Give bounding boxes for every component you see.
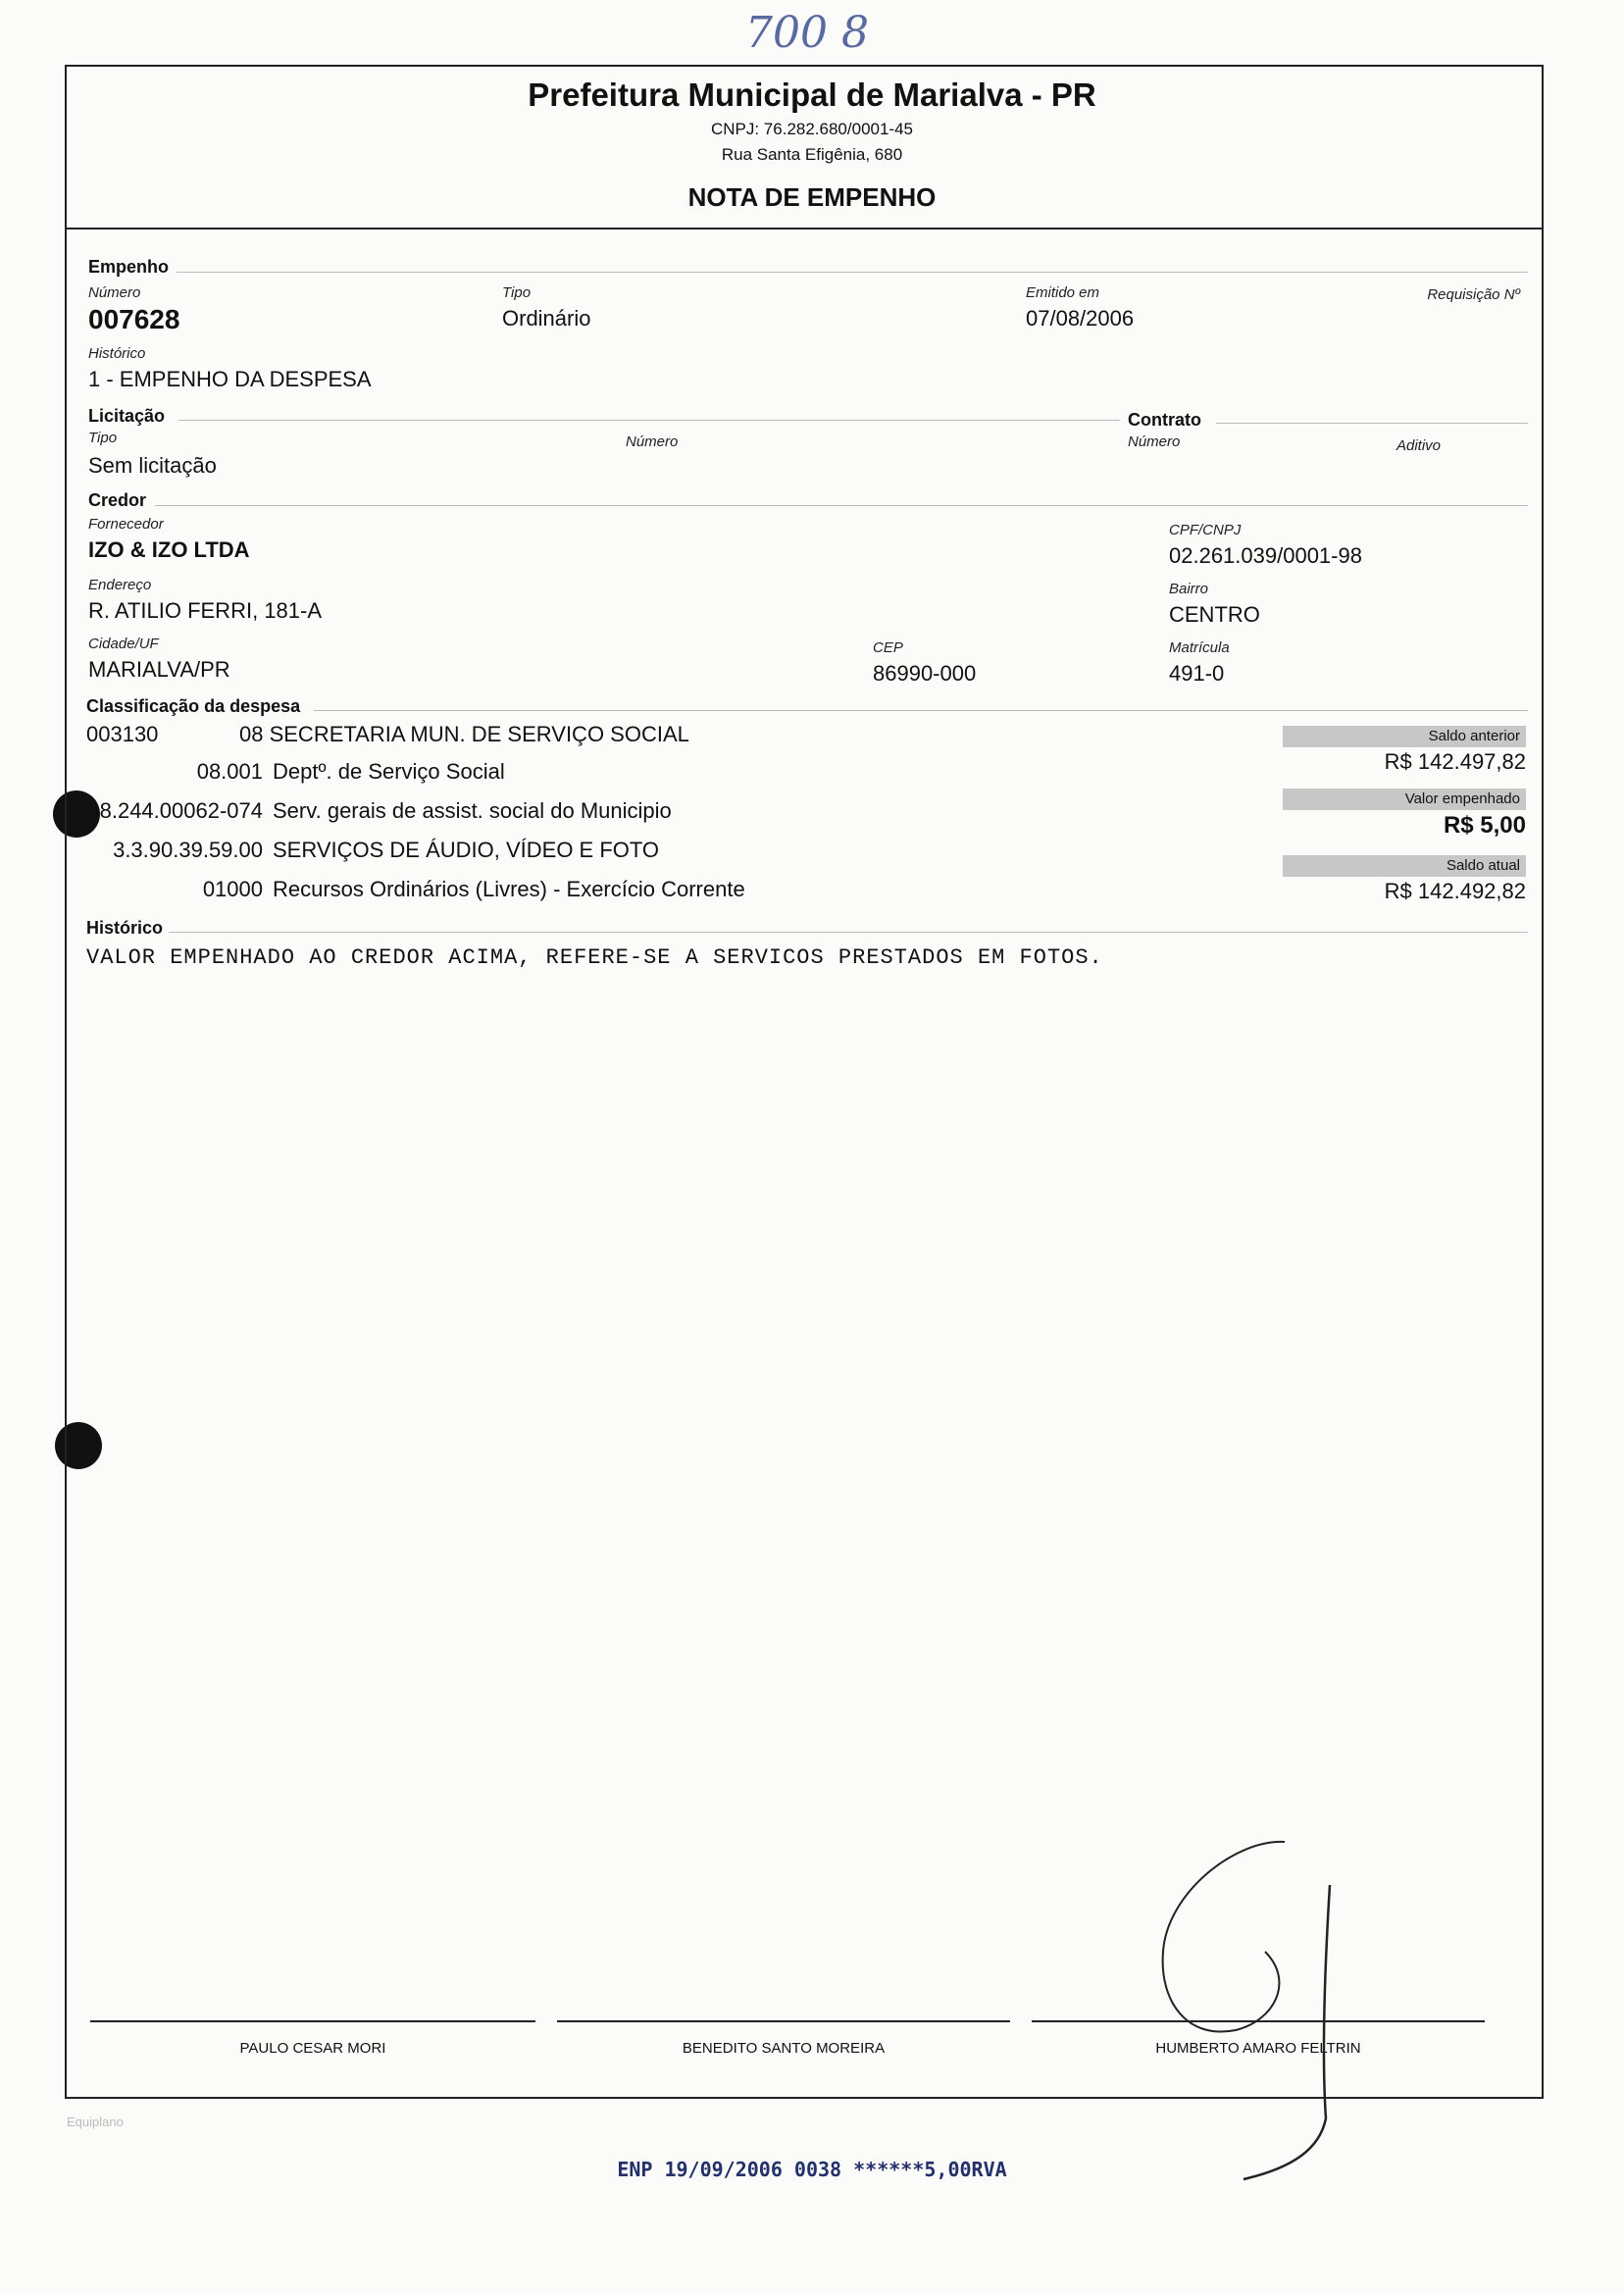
class-text-1: 08 SECRETARIA MUN. DE SERVIÇO SOCIAL <box>239 722 689 746</box>
class-code-4: 3.3.90.39.59.00 <box>113 838 263 862</box>
licitacao-tipo: Sem licitação <box>88 453 217 478</box>
matricula-value: 491-0 <box>1169 661 1225 686</box>
numero-label: Número <box>88 284 141 301</box>
doc-title: NOTA DE EMPENHO <box>687 182 937 212</box>
endereco-value: R. ATILIO FERRI, 181-A <box>88 598 322 623</box>
section-contrato: Contrato <box>1128 410 1201 430</box>
saldo-anterior-label: Saldo anterior <box>1283 726 1526 747</box>
licitacao-numero-label: Número <box>626 433 679 450</box>
requisicao-label: Requisição Nº <box>1427 286 1520 303</box>
valor-empenhado-value: R$ 5,00 <box>1443 812 1526 839</box>
fornecedor-name: IZO & IZO LTDA <box>88 537 250 562</box>
handwritten-number: 700 8 <box>745 8 869 58</box>
section-classificacao: Classificação da despesa <box>86 696 301 716</box>
historico-label: Histórico <box>88 345 146 362</box>
class-text-4: SERVIÇOS DE ÁUDIO, VÍDEO E FOTO <box>273 838 660 862</box>
section-historico: Histórico <box>86 918 164 938</box>
signature-name-3: HUMBERTO AMARO FELTRIN <box>1155 2040 1361 2057</box>
cpf-value: 02.261.039/0001-98 <box>1169 543 1362 568</box>
licitacao-tipo-label: Tipo <box>88 430 118 446</box>
cidade-label: Cidade/UF <box>88 636 159 652</box>
bank-stamp: ENP 19/09/2006 0038 ******5,00RVA <box>617 2158 1007 2181</box>
saldo-atual-label: Saldo atual <box>1283 855 1526 877</box>
contrato-numero-label: Número <box>1128 433 1181 450</box>
header-divider <box>65 228 1544 229</box>
emitido-date: 07/08/2006 <box>1026 306 1135 331</box>
class-text-3: Serv. gerais de assist. social do Municipio <box>273 798 672 823</box>
org-cnpj: CNPJ: 76.282.680/0001-45 <box>710 120 914 138</box>
class-code-2: 08.001 <box>196 759 263 784</box>
org-address: Rua Santa Efigênia, 680 <box>721 145 903 164</box>
class-text-2: Deptº. de Serviço Social <box>273 759 505 784</box>
cep-label: CEP <box>873 639 903 656</box>
valor-empenhado-label: Valor empenhado <box>1283 789 1526 810</box>
class-code-3: 08.244.00062-074 <box>87 798 263 823</box>
bairro-label: Bairro <box>1169 581 1209 597</box>
footer-brand: Equiplano <box>67 2115 124 2129</box>
saldo-anterior-value: R$ 142.497,82 <box>1384 749 1526 774</box>
fornecedor-label: Fornecedor <box>88 516 164 533</box>
contrato-aditivo-label: Aditivo <box>1396 437 1442 454</box>
emitido-label: Emitido em <box>1026 284 1100 301</box>
endereco-label: Endereço <box>88 577 152 593</box>
handwritten-signature <box>1128 1834 1383 2197</box>
bairro-value: CENTRO <box>1169 602 1260 627</box>
signature-name-2: BENEDITO SANTO MOREIRA <box>682 2040 886 2057</box>
class-code-1: 003130 <box>86 722 159 746</box>
cep-value: 86990-000 <box>873 661 977 686</box>
section-empenho: Empenho <box>88 257 170 277</box>
signature-line-2 <box>557 2020 1010 2022</box>
cidade-value: MARIALVA/PR <box>88 657 230 682</box>
signature-line-1 <box>90 2020 535 2022</box>
empenho-number: 007628 <box>88 304 180 334</box>
section-licitacao: Licitação <box>88 406 166 426</box>
matricula-label: Matrícula <box>1169 639 1230 656</box>
org-title: Prefeitura Municipal de Marialva - PR <box>528 76 1096 113</box>
saldo-atual-value: R$ 142.492,82 <box>1384 879 1526 903</box>
signature-name-1: PAULO CESAR MORI <box>239 2040 386 2057</box>
class-code-5: 01000 <box>202 877 263 901</box>
historico-text: VALOR EMPENHADO AO CREDOR ACIMA, REFERE-SE A SERVICOS PRESTADOS EM FOTOS. <box>86 945 1103 970</box>
class-text-5: Recursos Ordinários (Livres) - Exercício Corrente <box>273 877 745 901</box>
section-credor: Credor <box>88 490 147 510</box>
empenho-tipo: Ordinário <box>502 306 591 331</box>
empenho-historico: 1 - EMPENHO DA DESPESA <box>88 367 372 391</box>
tipo-label: Tipo <box>502 284 532 301</box>
cpf-label: CPF/CNPJ <box>1169 522 1242 538</box>
